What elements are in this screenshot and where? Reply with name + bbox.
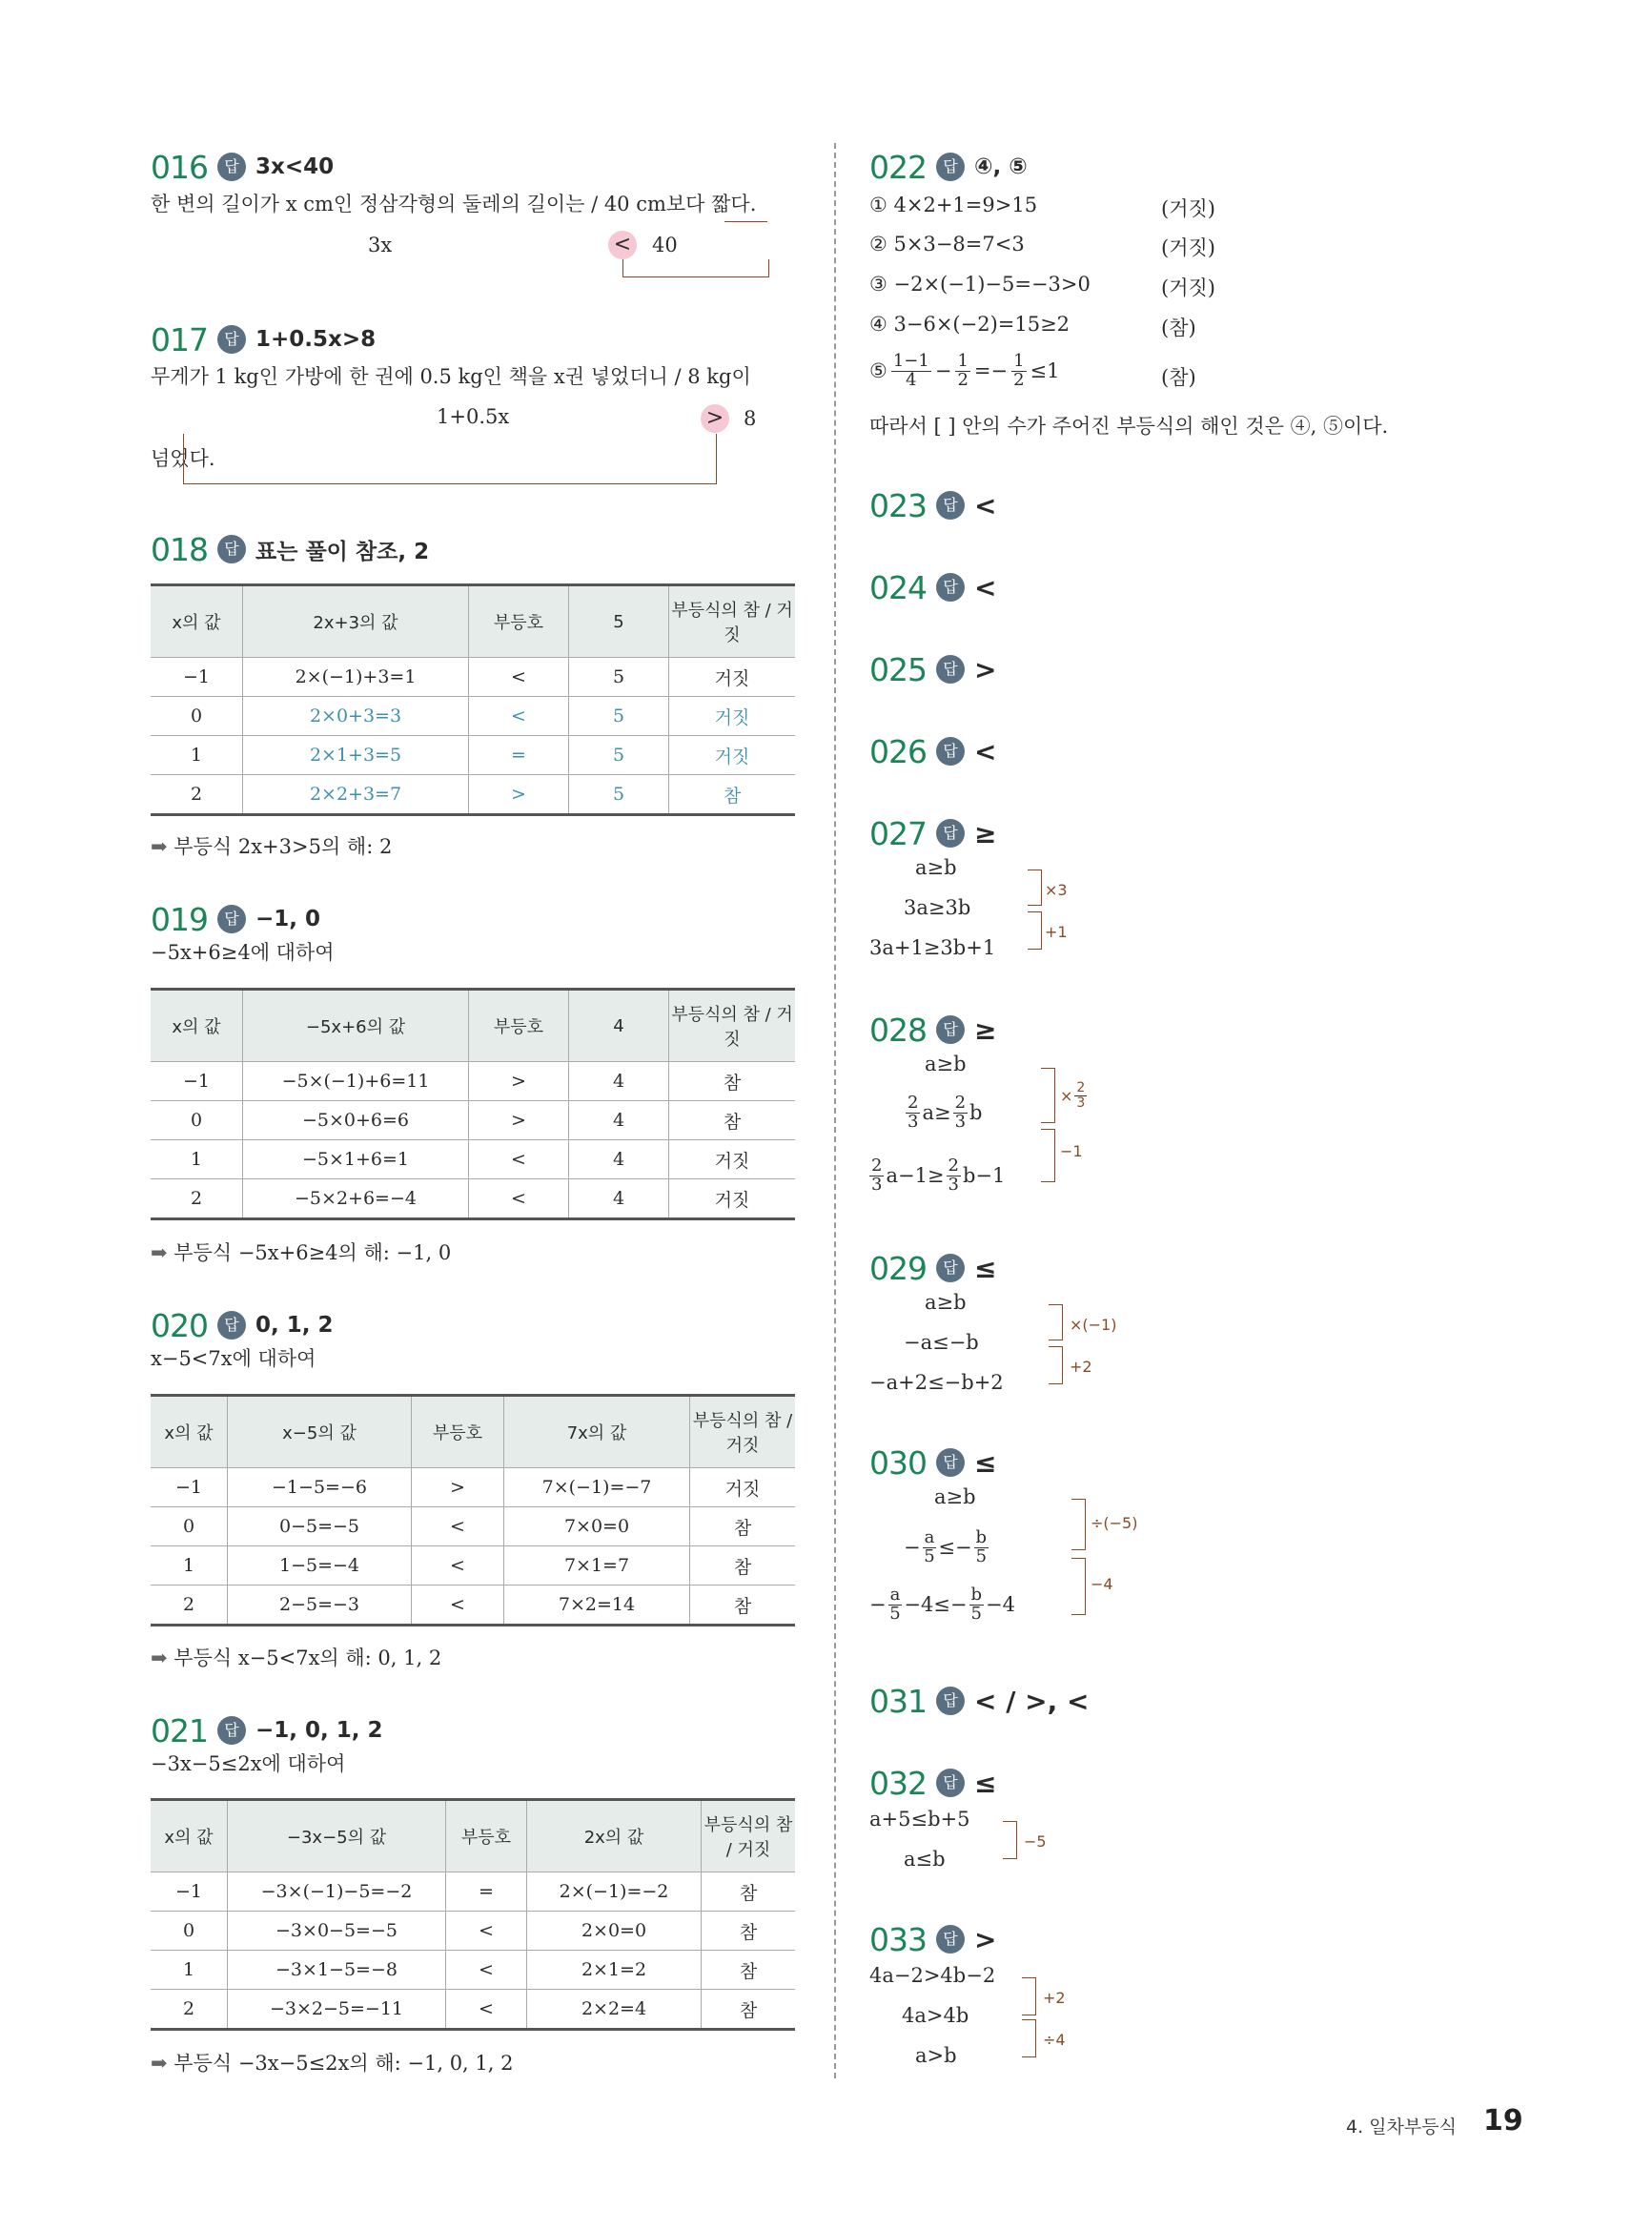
solution-summary: ➡ 부등식 −3x−5≤2x의 해: −1, 0, 1, 2 bbox=[151, 2052, 514, 2075]
answer: ≤ bbox=[974, 1767, 997, 1799]
table-header: 부등식의 참 / 거짓 bbox=[669, 990, 796, 1062]
answer-badge: 답 bbox=[936, 1769, 965, 1797]
transform-note: × $\frac{2}{3}$ bbox=[1060, 1080, 1086, 1111]
connector-line bbox=[724, 221, 767, 222]
problem-text: 무게가 1 kg인 가방에 한 권에 0.5 kg인 책을 x권 넣었더니 / 8 kg이 bbox=[151, 365, 751, 388]
transform-note: −1 bbox=[1060, 1142, 1083, 1160]
transform-bracket bbox=[1022, 1977, 1036, 2015]
table-row: 2 −3×2−5=−11 < 2×2=4 참 bbox=[151, 1990, 795, 2030]
expr-left: 3x bbox=[368, 234, 393, 256]
table-header: 부등식의 참 / 거짓 bbox=[669, 585, 796, 658]
problem-number: 018 bbox=[151, 530, 208, 568]
derivation-step: a≤b bbox=[904, 1848, 946, 1871]
answer: ≥ bbox=[974, 1013, 997, 1046]
table-019 bbox=[151, 988, 795, 1220]
table-row: 1 −3×1−5=−8 < 2×1=2 참 bbox=[151, 1951, 795, 1990]
derivation-step: $\frac{2}{3}$ a−1≥ $\frac{2}{3}$ b−1 bbox=[871, 1156, 1006, 1195]
problem-021 bbox=[151, 1711, 383, 1778]
problem-023: 023 답 < bbox=[869, 486, 997, 524]
problem-number: 020 bbox=[151, 1306, 208, 1344]
answer-badge: 답 bbox=[217, 535, 246, 563]
table-021 bbox=[151, 1798, 795, 2031]
solution-summary: ➡ 부등식 2x+3>5의 해: 2 bbox=[151, 835, 393, 858]
answer: 0, 1, 2 bbox=[255, 1313, 334, 1338]
problem-033: 033 답 > bbox=[869, 1920, 997, 1958]
problem-031: 031 답 < / >, < bbox=[869, 1682, 1090, 1720]
problem-025: 025 답 > bbox=[869, 650, 997, 688]
transform-note: +1 bbox=[1045, 923, 1068, 941]
derivation-step: a≥b bbox=[915, 856, 957, 879]
problem-number: 017 bbox=[151, 320, 208, 358]
arrow-right-icon: ➡ bbox=[151, 2052, 168, 2075]
table-header: 부등호 bbox=[446, 1800, 527, 1872]
transform-bracket bbox=[1049, 1304, 1063, 1340]
problem-017 bbox=[151, 320, 751, 391]
derivation-step: − $\frac{a}{5}$ ≤− $\frac{b}{5}$ bbox=[904, 1527, 988, 1566]
answer: ≤ bbox=[974, 1446, 997, 1479]
table-row: −1 2×(−1)+3=1 < 5 거짓 bbox=[151, 658, 795, 697]
answer-badge: 답 bbox=[936, 1448, 965, 1477]
table-header: x의 값 bbox=[151, 1396, 228, 1468]
check-item: ⑤ $\frac{1-1}{4}$ − $\frac{1}{2}$ =− $\frac{1}{2}$ ≤1 bbox=[869, 351, 1060, 390]
answer: > bbox=[974, 1923, 997, 1955]
derivation-step: a+5≤b+5 bbox=[869, 1808, 970, 1831]
derivation-step: a>b bbox=[915, 2044, 957, 2067]
table-row: 1 −5×1+6=1 < 4 거짓 bbox=[151, 1140, 795, 1179]
table-header: 2x+3의 값 bbox=[243, 585, 469, 658]
transform-note: −4 bbox=[1091, 1575, 1113, 1593]
transform-bracket bbox=[1049, 1346, 1063, 1384]
answer: ④, ⑤ bbox=[974, 154, 1028, 179]
answer-badge: 답 bbox=[936, 1015, 965, 1044]
derivation-step: a≥b bbox=[925, 1053, 967, 1075]
derivation-step: −a+2≤−b+2 bbox=[869, 1371, 1004, 1394]
check-item: ② 5×3−8=7<3 bbox=[869, 233, 1025, 256]
transform-note: ×(−1) bbox=[1070, 1316, 1117, 1334]
answer-badge: 답 bbox=[217, 153, 246, 181]
transform-note: ×3 bbox=[1045, 881, 1068, 899]
problem-text: 한 변의 길이가 x cm인 정삼각형의 둘레의 길이는 / 40 cm보다 짧다. bbox=[151, 193, 757, 215]
table-row: 0 0−5=−5 < 7×0=0 참 bbox=[151, 1507, 795, 1546]
answer: 1+0.5x>8 bbox=[255, 327, 377, 352]
symbol-highlight: > bbox=[701, 404, 729, 433]
check-verdict: (거짓) bbox=[1161, 197, 1215, 220]
answer-badge: 답 bbox=[936, 573, 965, 602]
table-row: 2 −5×2+6=−4 < 4 거짓 bbox=[151, 1179, 795, 1219]
transform-note: +2 bbox=[1070, 1358, 1092, 1376]
problem-018 bbox=[151, 530, 429, 568]
answer: −1, 0, 1, 2 bbox=[255, 1718, 383, 1743]
problem-026: 026 답 < bbox=[869, 732, 997, 770]
column-divider bbox=[834, 143, 836, 2078]
check-item: ④ 3−6×(−2)=15≥2 bbox=[869, 313, 1071, 336]
answer: < bbox=[974, 735, 997, 767]
answer-badge: 답 bbox=[936, 819, 965, 848]
arrow-right-icon: ➡ bbox=[151, 1241, 168, 1264]
table-header: −3x−5의 값 bbox=[228, 1800, 446, 1872]
problem-029: 029 답 ≤ bbox=[869, 1249, 997, 1287]
answer: < / >, < bbox=[974, 1685, 1090, 1717]
arrow-right-icon: ➡ bbox=[151, 835, 168, 858]
answer-badge: 답 bbox=[936, 737, 965, 766]
table-row: −1 −3×(−1)−5=−2 = 2×(−1)=−2 참 bbox=[151, 1872, 795, 1912]
table-header: 부등호 bbox=[469, 585, 569, 658]
table-header: 부등식의 참 / 거짓 bbox=[690, 1396, 796, 1468]
problem-number: 019 bbox=[151, 900, 208, 938]
answer: 3x<40 bbox=[255, 154, 335, 179]
derivation-step: − $\frac{a}{5}$ −4≤− $\frac{b}{5}$ −4 bbox=[869, 1585, 1015, 1624]
derivation-step: −a≤−b bbox=[904, 1331, 979, 1354]
problem-022 bbox=[869, 148, 1028, 186]
problem-028: 028 답 ≥ bbox=[869, 1011, 997, 1049]
problem-020 bbox=[151, 1306, 334, 1373]
problem-intro: x−5<7x에 대하여 bbox=[151, 1347, 316, 1370]
problem-032: 032 답 ≤ bbox=[869, 1764, 997, 1802]
symbol-highlight: < bbox=[608, 231, 637, 259]
derivation-step: 3a≥3b bbox=[904, 896, 971, 919]
answer-badge: 답 bbox=[217, 325, 246, 354]
derivation-step: a≥b bbox=[925, 1291, 967, 1314]
transform-note: +2 bbox=[1043, 1989, 1066, 2007]
table-row: 1 1−5=−4 < 7×1=7 참 bbox=[151, 1546, 795, 1586]
table-018 bbox=[151, 583, 795, 816]
problem-number: 022 bbox=[869, 148, 927, 186]
table-header: x의 값 bbox=[151, 1800, 228, 1872]
answer: > bbox=[974, 653, 997, 685]
table-header: 7x의 값 bbox=[504, 1396, 690, 1468]
answer-badge: 답 bbox=[217, 1311, 246, 1340]
table-header: x의 값 bbox=[151, 585, 243, 658]
problem-text-continued: 넘었다. bbox=[151, 447, 215, 470]
answer: < bbox=[974, 571, 997, 604]
transform-bracket bbox=[1022, 2019, 1036, 2057]
answer: 표는 풀이 참조, 2 bbox=[255, 539, 430, 564]
table-header: 부등호 bbox=[469, 990, 569, 1062]
problem-number: 021 bbox=[151, 1711, 208, 1749]
table-row: −1 −5×(−1)+6=11 > 4 참 bbox=[151, 1062, 795, 1101]
answer-badge: 답 bbox=[217, 905, 246, 933]
solution-summary: ➡ 부등식 −5x+6≥4의 해: −1, 0 bbox=[151, 1241, 452, 1264]
transform-note: −5 bbox=[1024, 1832, 1047, 1851]
answer-badge: 답 bbox=[936, 491, 965, 520]
table-row: −1 −1−5=−6 > 7×(−1)=−7 거짓 bbox=[151, 1468, 795, 1507]
transform-bracket bbox=[1028, 869, 1042, 906]
expr-right: 40 bbox=[652, 234, 678, 256]
page-number: 19 bbox=[1483, 2104, 1523, 2138]
transform-note: ÷(−5) bbox=[1091, 1514, 1138, 1532]
transform-bracket bbox=[1041, 1129, 1055, 1182]
derivation-step: 4a>4b bbox=[902, 2004, 969, 2027]
transform-bracket bbox=[1041, 1068, 1055, 1123]
check-item: ③ −2×(−1)−5=−3>0 bbox=[869, 273, 1091, 296]
table-row: 0 −3×0−5=−5 < 2×0=0 참 bbox=[151, 1912, 795, 1951]
derivation-step: 3a+1≥3b+1 bbox=[869, 936, 996, 959]
transform-note: ÷4 bbox=[1043, 2031, 1066, 2049]
table-row: 2 2×2+3=7 > 5 참 bbox=[151, 775, 795, 815]
connector-line bbox=[622, 259, 769, 277]
check-verdict: (거짓) bbox=[1161, 236, 1215, 259]
solution-summary: ➡ 부등식 x−5<7x의 해: 0, 1, 2 bbox=[151, 1647, 442, 1669]
table-row: 1 2×1+3=5 = 5 거짓 bbox=[151, 736, 795, 775]
problem-019 bbox=[151, 900, 335, 967]
table-020 bbox=[151, 1394, 795, 1626]
check-verdict: (거짓) bbox=[1161, 276, 1215, 299]
table-header: 4 bbox=[569, 990, 669, 1062]
table-header: 2x의 값 bbox=[527, 1800, 702, 1872]
answer: ≤ bbox=[974, 1252, 997, 1284]
table-header: 부등호 bbox=[412, 1396, 504, 1468]
answer-badge: 답 bbox=[936, 1925, 965, 1954]
answer-badge: 답 bbox=[217, 1716, 246, 1745]
problem-027: 027 답 ≥ bbox=[869, 814, 997, 852]
transform-bracket bbox=[1003, 1821, 1017, 1859]
table-row: 0 2×0+3=3 < 5 거짓 bbox=[151, 697, 795, 736]
answer: −1, 0 bbox=[255, 907, 321, 931]
answer-badge: 답 bbox=[936, 655, 965, 684]
table-header: x의 값 bbox=[151, 990, 243, 1062]
answer: < bbox=[974, 489, 997, 522]
expr-right: 8 bbox=[744, 407, 757, 430]
table-row: 0 −5×0+6=6 > 4 참 bbox=[151, 1101, 795, 1140]
conclusion: 따라서 [ ] 안의 수가 주어진 부등식의 해인 것은 ④, ⑤이다. bbox=[869, 415, 1389, 438]
expr-left: 1+0.5x bbox=[437, 405, 510, 428]
problem-intro: −3x−5≤2x에 대하여 bbox=[151, 1752, 346, 1775]
answer: ≥ bbox=[974, 817, 997, 849]
connector-line bbox=[183, 434, 717, 484]
table-header: 부등식의 참 / 거짓 bbox=[702, 1800, 796, 1872]
check-item: ① 4×2+1=9>15 bbox=[869, 194, 1038, 216]
transform-bracket bbox=[1071, 1499, 1086, 1550]
derivation-step: a≥b bbox=[934, 1485, 976, 1508]
problem-024: 024 답 < bbox=[869, 568, 997, 606]
derivation-step: $\frac{2}{3}$ a≥ $\frac{2}{3}$ b bbox=[908, 1093, 983, 1132]
transform-bracket bbox=[1028, 911, 1042, 950]
table-header: x−5의 값 bbox=[228, 1396, 412, 1468]
check-verdict: (참) bbox=[1161, 317, 1196, 339]
arrow-right-icon: ➡ bbox=[151, 1647, 168, 1669]
problem-016 bbox=[151, 148, 756, 218]
answer-badge: 답 bbox=[936, 1687, 965, 1715]
answer-badge: 답 bbox=[936, 153, 965, 181]
table-row: 2 2−5=−3 < 7×2=14 참 bbox=[151, 1586, 795, 1626]
problem-intro: −5x+6≥4에 대하여 bbox=[151, 941, 335, 964]
transform-bracket bbox=[1071, 1558, 1086, 1615]
check-verdict: (참) bbox=[1161, 366, 1196, 389]
problem-030: 030 답 ≤ bbox=[869, 1443, 997, 1482]
problem-number: 016 bbox=[151, 148, 208, 186]
chapter-label: 4. 일차부등식 bbox=[1346, 2117, 1457, 2138]
table-header: 5 bbox=[569, 585, 669, 658]
answer-badge: 답 bbox=[936, 1254, 965, 1282]
table-header: −5x+6의 값 bbox=[243, 990, 469, 1062]
derivation-step: 4a−2>4b−2 bbox=[869, 1964, 996, 1987]
